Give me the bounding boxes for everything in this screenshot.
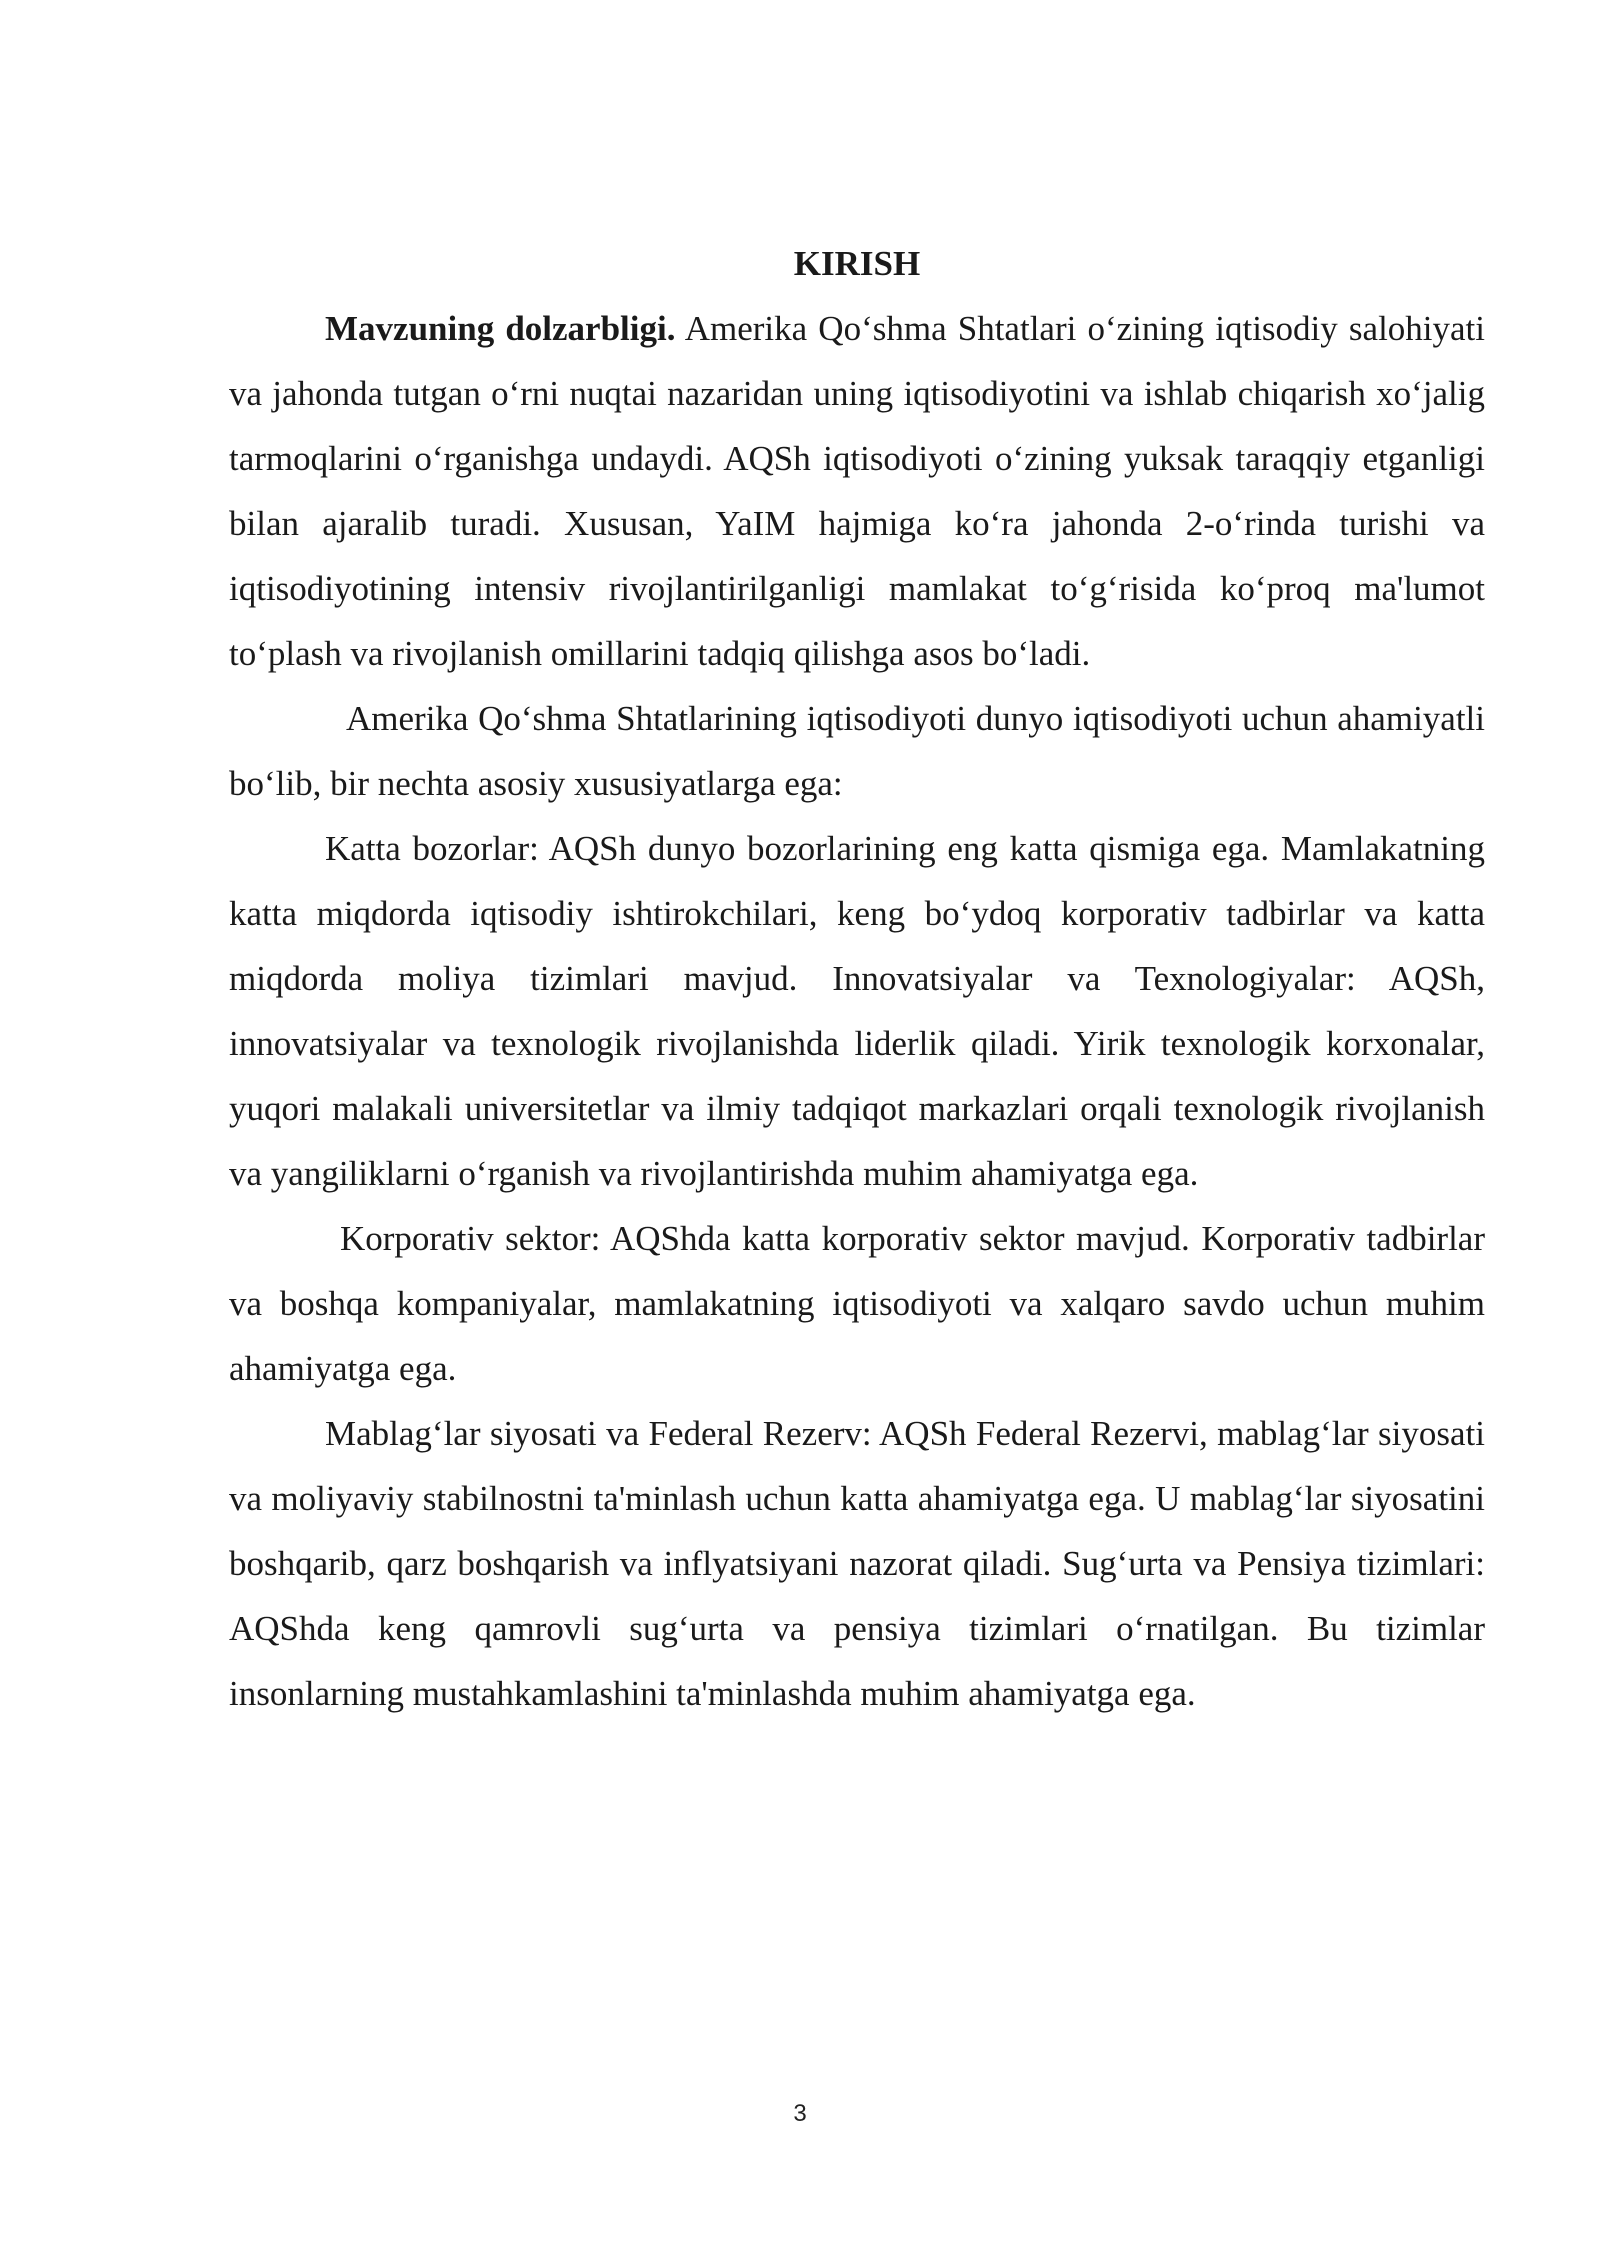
section-title: KIRISH: [793, 244, 921, 283]
relevance-text: Amerika Qo‘shma Shtatlari o‘zining iqtisodiy salohiyati va jahonda tutgan o‘rni nuqtai nazaridan uning iqtisodiyotini va ishlab chiqarish xo‘jalig tarmoqlarini o‘rganishga undaydi. AQSh iqtisodiyoti o‘zining yuksak taraqqiy etganligi bilan ajaralib turadi. Xususan, YaIM hajmiga ko‘ra jahonda 2-o‘rinda turishi va iqtisodiyotining intensiv rivojlantirilganligi mamlakat to‘g‘risida ko‘proq ma'lumot to‘plash va rivojlanish omillarini tadqiq qilishga asos bo‘ladi.: [229, 309, 1485, 673]
page-body: [229, 231, 1485, 1726]
paragraph-federal-reserve: Mablag‘lar siyosati va Federal Rezerv: AQSh Federal Rezervi, mablag‘lar siyosati va moliyaviy stabilnostni ta'minlash uchun katta ahamiyatga ega. U mablag‘lar siyosatini boshqarib, qarz boshqarish va inflyatsiyani nazorat qiladi. Sug‘urta va Pensiya tizimlari: AQShda keng qamrovli sug‘urta va pensiya tizimlari o‘rnatilgan. Bu tizimlar insonlarning mustahkamlashini ta'minlashda muhim ahamiyatga ega.: [229, 1414, 1485, 1713]
paragraph-corporate-sector: Korporativ sektor: AQShda katta korporativ sektor mavjud. Korporativ tadbirlar va boshqa kompaniyalar, mamlakatning iqtisodiyoti va xalqaro savdo uchun muhim ahamiyatga ega.: [229, 1219, 1485, 1388]
paragraph-markets-innovation: Katta bozorlar: AQSh dunyo bozorlarining eng katta qismiga ega. Mamlakatning katta miqdorda iqtisodiy ishtirokchilari, keng bo‘ydoq korporativ tadbirlar va katta miqdorda moliya tizimlari mavjud. Innovatsiyalar va Texnologiyalar: AQSh, innovatsiyalar va texnologik rivojlanishda liderlik qiladi. Yirik texnologik korxonalar, yuqori malakali universitetlar va ilmiy tadqiqot markazlari orqali texnologik rivojlanish va yangiliklarni o‘rganish va rivojlantirishda muhim ahamiyatga ega.: [229, 829, 1485, 1193]
relevance-heading: Mavzuning dolzarbligi.: [325, 309, 676, 348]
paragraph-relevance: [229, 296, 1485, 686]
paragraph-features-intro: Amerika Qo‘shma Shtatlarining iqtisodiyoti dunyo iqtisodiyoti uchun ahamiyatli bo‘lib, bir nechta asosiy xususiyatlarga ega:: [229, 699, 1485, 803]
page-number: 3: [793, 2100, 807, 2127]
